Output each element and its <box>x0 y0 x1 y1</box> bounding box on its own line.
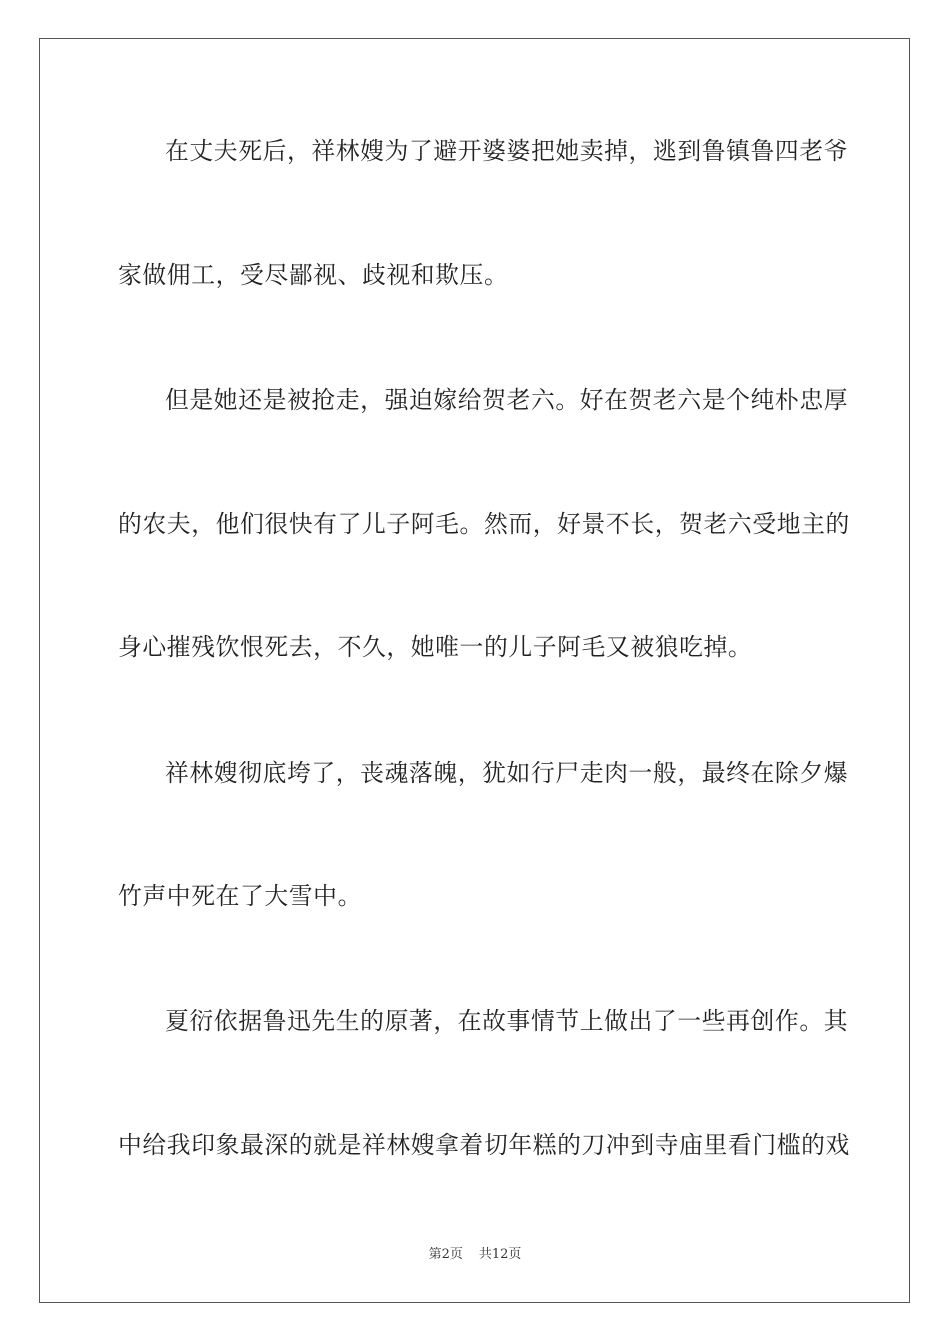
paragraph-2-line-1: 但是她还是被抢走，强迫嫁给贺老六。好在贺老六是个纯朴忠厚 <box>165 386 849 414</box>
page-number: 第2页 <box>428 1247 463 1262</box>
page-footer <box>0 1246 950 1264</box>
paragraph-1-line-1: 在丈夫死后，祥林嫂为了避开婆婆把她卖掉，逃到鲁镇鲁四老爷 <box>165 137 849 165</box>
paragraph-4-line-2: 中给我印象最深的就是祥林嫂拿着切年糕的刀冲到寺庙里看门槛的戏 <box>118 1131 850 1159</box>
paragraph-2-line-3: 身心摧残饮恨死去，不久，她唯一的儿子阿毛又被狼吃掉。 <box>118 633 753 661</box>
paragraph-4-line-1: 夏衍依据鲁迅先生的原著，在故事情节上做出了一些再创作。其 <box>165 1007 849 1035</box>
paragraph-3-line-1: 祥林嫂彻底垮了，丧魂落魄，犹如行尸走肉一般，最终在除夕爆 <box>165 759 849 787</box>
page-total: 共12页 <box>478 1247 522 1262</box>
paragraph-3-line-2: 竹声中死在了大雪中。 <box>118 882 362 910</box>
paragraph-1-line-2: 家做佣工，受尽鄙视、歧视和欺压。 <box>118 261 509 289</box>
page-border <box>39 38 910 1303</box>
paragraph-2-line-2: 的农夫，他们很快有了儿子阿毛。然而，好景不长，贺老六受地主的 <box>118 510 850 538</box>
